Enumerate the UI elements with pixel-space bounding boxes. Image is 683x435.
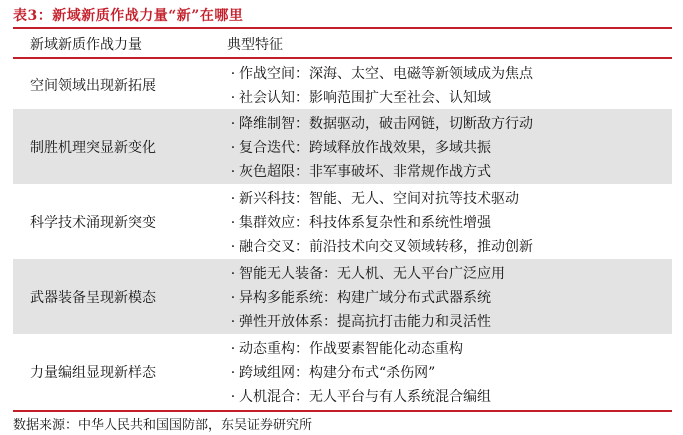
feature-item: · 异构多能系统：构建广域分布式武器系统: [227, 287, 491, 307]
feature-item: · 集群效应：科技体系复杂性和系统性增强: [227, 212, 491, 232]
feature-item: · 灰色超限：非军事破坏、非常规作战方式: [227, 161, 491, 181]
group-name: 力量编组显现新样态: [30, 365, 156, 381]
table-title: 表3：新域新质作战力量“新”在哪里: [13, 8, 244, 24]
bullet-mark: ·: [230, 341, 236, 357]
feature-item: · 融合交叉：前沿技术向交叉领域转移，推动创新: [227, 236, 533, 256]
bullet-mark: ·: [230, 290, 236, 306]
bullet-mark: ·: [230, 116, 236, 132]
top-rule: [13, 27, 672, 29]
data-source: 数据来源：中华人民共和国国防部，东吴证券研究所: [13, 418, 313, 433]
table-group: [13, 259, 672, 334]
bullet-mark: ·: [230, 140, 236, 156]
group-name: 制胜机理突显新变化: [30, 140, 156, 156]
bullet-mark: ·: [230, 239, 236, 255]
bullet-mark: ·: [230, 389, 236, 405]
feature-item: · 智能无人装备：无人机、无人平台广泛应用: [227, 263, 505, 283]
feature-item: · 社会认知：影响范围扩大至社会、认知域: [227, 87, 491, 107]
bullet-mark: ·: [230, 314, 236, 330]
feature-item: · 弹性开放体系：提高抗打击能力和灵活性: [227, 311, 491, 331]
table-group: [13, 109, 672, 184]
feature-item: · 人机混合：无人平台与有人系统混合编组: [227, 386, 491, 406]
bullet-mark: ·: [230, 215, 236, 231]
feature-item: · 作战空间：深海、太空、电磁等新领域成为焦点: [227, 63, 533, 83]
feature-item: · 跨域组网：构建分布式“杀伤网”: [227, 362, 435, 382]
table-group: [13, 334, 672, 409]
feature-item: · 动态重构：作战要素智能化动态重构: [227, 338, 463, 358]
bullet-mark: ·: [230, 365, 236, 381]
bullet-mark: ·: [230, 191, 236, 207]
bullet-mark: ·: [230, 266, 236, 282]
group-name: 空间领域出现新拓展: [30, 78, 156, 94]
feature-item: · 降维制智：数据驱动，破击网链，切断敌方行动: [227, 113, 533, 133]
table-group: [13, 184, 672, 259]
bullet-mark: ·: [230, 164, 236, 180]
bullet-mark: ·: [230, 90, 236, 106]
table-header: [13, 30, 672, 59]
group-name: 科学技术涌现新突变: [30, 215, 156, 231]
feature-item: · 新兴科技：智能、无人、空间对抗等技术驱动: [227, 188, 519, 208]
bottom-rule: [13, 410, 672, 412]
bullet-mark: ·: [230, 66, 236, 82]
group-name: 武器装备呈现新模态: [30, 290, 156, 306]
table-group: [13, 59, 672, 109]
header-col1: 新域新质作战力量: [30, 37, 142, 53]
header-col2: 典型特征: [227, 37, 283, 53]
feature-item: · 复合迭代：跨域释放作战效果，多域共振: [227, 137, 491, 157]
